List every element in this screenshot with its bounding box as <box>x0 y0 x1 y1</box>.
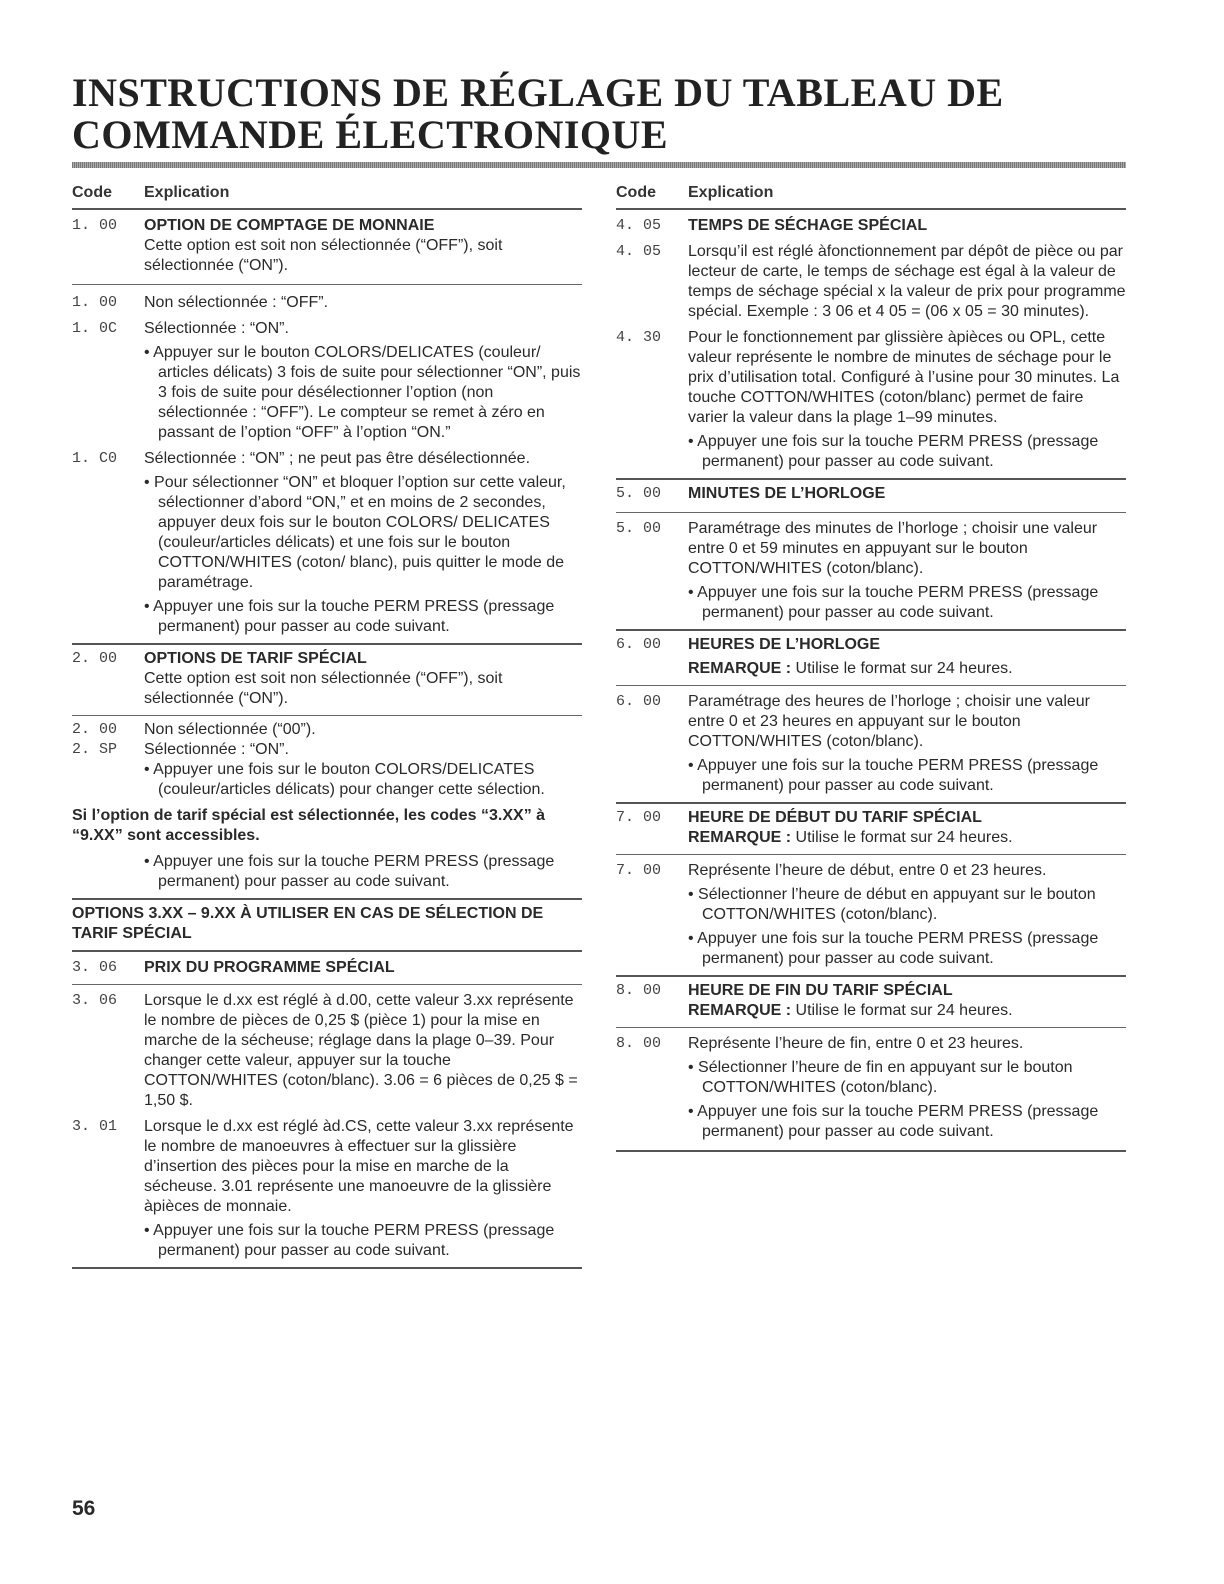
divider <box>72 1267 582 1269</box>
bullet-item: • Appuyer une fois sur la touche PERM PRESS (pressage permanent) pour passer au code suivant. <box>688 584 1099 621</box>
code-cell: 6. 00 <box>616 636 662 653</box>
bullet-item: • Appuyer une fois sur la touche PERM PRESS (pressage permanent) pour passer au code suivant. <box>688 930 1099 967</box>
table-row <box>72 293 582 313</box>
table-row <box>616 1034 1126 1142</box>
divider <box>616 208 1126 210</box>
section-row <box>616 484 1126 504</box>
divider <box>616 1150 1126 1152</box>
divider <box>616 629 1126 631</box>
section-row <box>616 981 1126 1021</box>
code-cell: 1. C0 <box>72 450 118 467</box>
code-cell: 8. 00 <box>616 1035 662 1052</box>
explanation-cell: Lorsque le d.xx est réglé àd.CS, cette valeur 3.xx représente le nombre de manoeuvres à effectuer sur la glissière d’insertion des pièces pour la mise en marche de la sécheuse. 3.01 représente une manoeuvre de la glissière àpièces de monnaie. <box>144 1118 574 1215</box>
table-row <box>616 328 1126 472</box>
explanation-cell: Représente l’heure de début, entre 0 et 23 heures. <box>688 862 1047 879</box>
table-row <box>616 242 1126 322</box>
section-title: HEURES DE L’HORLOGE <box>688 636 881 653</box>
section-title: TEMPS DE SÉCHAGE SPÉCIAL <box>688 217 928 234</box>
explanation-cell: Pour le fonctionnement par glissière àpièces ou OPL, cette valeur représente le nombre de minutes de séchage pour le prix d’utilisation total. Configuré à l’usine pour 30 minutes. La touche COTTON/WHITES (coton/blanc) permet de faire varier la valeur dans la plage 1–99 minutes. <box>688 329 1120 426</box>
bullet-item: • Appuyer une fois sur la touche PERM PRESS (pressage permanent) pour passer au code suivant. <box>688 757 1099 794</box>
explanation-cell: Représente l’heure de fin, entre 0 et 23 heures. <box>688 1035 1024 1052</box>
table-row <box>616 519 1126 623</box>
explanation-cell: Lorsque le d.xx est réglé à d.00, cette valeur 3.xx représente le nombre de pièces de 0,25 $ (pièce 1) pour la mise en marche de la sécheuse; réglage dans la plage 0–39. Pour changer cette valeur, appuyer sur la touche COTTON/WHITES (coton/blanc). 3.06 = 6 pièces de 0,25 $ = 1,50 $. <box>144 992 578 1109</box>
section-row <box>616 808 1126 848</box>
bullet-item: • Appuyer une fois sur la touche PERM PRESS (pressage permanent) pour passer au code suivant. <box>144 598 555 635</box>
section-title: HEURE DE FIN DU TARIF SPÉCIAL <box>688 982 953 999</box>
explanation-cell: Sélectionnée : “ON”. <box>144 741 289 758</box>
code-cell: 5. 00 <box>616 485 662 502</box>
bullet-item: • Appuyer une fois sur la touche PERM PRESS (pressage permanent) pour passer au code suivant. <box>688 1103 1099 1140</box>
code-cell: 3. 06 <box>72 992 118 1009</box>
bullet-item: • Appuyer une fois sur la touche PERM PRESS (pressage permanent) pour passer au code suivant. <box>144 853 555 890</box>
section-text: Cette option est soit non sélectionnée (“OFF”), soit sélectionnée (“ON”). <box>144 670 503 707</box>
divider <box>616 854 1126 855</box>
section-title: OPTION DE COMPTAGE DE MONNAIE <box>144 217 435 234</box>
section-row <box>72 216 582 276</box>
divider <box>72 984 582 985</box>
bullet-item: • Appuyer une fois sur la touche PERM PRESS (pressage permanent) pour passer au code suivant. <box>144 1222 555 1259</box>
code-cell: 5. 00 <box>616 520 662 537</box>
code-cell: 3. 01 <box>72 1118 118 1135</box>
table-row <box>72 848 582 892</box>
remark <box>688 828 1126 848</box>
divider <box>616 975 1126 977</box>
code-cell: 7. 00 <box>616 809 662 826</box>
code-header: Code <box>616 184 656 201</box>
explanation-cell: Sélectionnée : “ON” ; ne peut pas être désélectionnée. <box>144 450 531 467</box>
section-title: PRIX DU PROGRAMME SPÉCIAL <box>144 959 395 976</box>
divider <box>616 512 1126 513</box>
bullet-item: • Sélectionner l’heure de début en appuyant sur le bouton COTTON/WHITES (coton/blanc). <box>688 886 1096 923</box>
divider <box>616 1027 1126 1028</box>
code-cell: 4. 05 <box>616 243 662 260</box>
code-cell: 1. 00 <box>72 217 118 234</box>
section-title: OPTIONS DE TARIF SPÉCIAL <box>144 650 367 667</box>
remark <box>688 659 1126 679</box>
table-row <box>616 861 1126 969</box>
section-row <box>72 958 582 978</box>
special-rate-note: Si l’option de tarif spécial est sélectionnée, les codes “3.XX” à “9.XX” sont accessibles. <box>72 807 546 844</box>
table-row <box>72 720 582 740</box>
divider <box>72 208 582 210</box>
explanation-cell: Sélectionnée : “ON”. <box>144 320 289 337</box>
code-cell: 1. 0C <box>72 320 118 337</box>
divider <box>616 478 1126 480</box>
remark <box>688 1001 1126 1021</box>
left-column <box>72 176 582 1269</box>
explication-header: Explication <box>688 184 774 201</box>
code-cell: 4. 30 <box>616 329 662 346</box>
code-cell: 4. 05 <box>616 217 662 234</box>
explanation-cell: Lorsqu’il est réglé àfonctionnement par dépôt de pièce ou par lecteur de carte, le temps de séchage est égal à la valeur de temps de séchage spécial x la valeur de prix pour programme spécial. Exemple : 3 06 et 4 05 = (06 x 05 = 30 minutes). <box>688 243 1126 320</box>
bullet-item: • Sélectionner l’heure de fin en appuyant sur le bouton COTTON/WHITES (coton/blanc). <box>688 1059 1073 1096</box>
code-cell: 2. SP <box>72 741 118 758</box>
explanation-cell: Non sélectionnée (“00”). <box>144 721 316 738</box>
code-cell: 3. 06 <box>72 959 118 976</box>
remark-text: Utilise le format sur 24 heures. <box>791 660 1013 677</box>
divider <box>72 284 582 285</box>
remark-label: REMARQUE : <box>688 1002 792 1019</box>
divider <box>72 950 582 952</box>
code-cell: 1. 00 <box>72 294 118 311</box>
section-title: HEURE DE DÉBUT DU TARIF SPÉCIAL <box>688 809 982 826</box>
page-number: 56 <box>72 1497 96 1520</box>
bullet-item: • Appuyer sur le bouton COLORS/DELICATES (couleur/ articles délicats) 3 fois de suite pour sélectionner “ON”, puis 3 fois de suite pour désélectionner l’option (non sélectionnée : “OFF”). Le compteur se remet à zéro en passant de l’option “OFF” à l’option “ON.” <box>144 344 581 441</box>
bullet-item: • Pour sélectionner “ON” et bloquer l’option sur cette valeur, sélectionner d’abord “ON,” et en moins de 2 secondes, appuyer deux fois sur le bouton COLORS/ DELICATES (couleur/articles délicats) et une fois sur le bouton COTTON/WHITES (coton/ blanc), puis quitter le mode de paramétrage. <box>144 474 566 591</box>
code-cell: 7. 00 <box>616 862 662 879</box>
explanation-cell: Paramétrage des heures de l’horloge ; choisir une valeur entre 0 et 23 heures en appuyant sur le bouton COTTON/WHITES (coton/blanc). <box>688 693 1091 750</box>
right-column <box>616 176 1126 1152</box>
page-title: INSTRUCTIONS DE RÉGLAGE DU TABLEAU DE COMMANDE ÉLECTRONIQUE <box>72 70 1004 157</box>
section-row <box>616 635 1126 679</box>
bullet-item: • Appuyer une fois sur la touche PERM PRESS (pressage permanent) pour passer au code suivant. <box>688 433 1099 470</box>
remark-text: Utilise le format sur 24 heures. <box>791 829 1013 846</box>
bullet-item: • Appuyer une fois sur le bouton COLORS/DELICATES (couleur/articles délicats) pour changer cette sélection. <box>144 761 545 798</box>
divider <box>72 643 582 645</box>
code-cell: 2. 00 <box>72 721 118 738</box>
table-row <box>72 1117 582 1261</box>
table-header <box>72 176 582 202</box>
options-header: OPTIONS 3.XX – 9.XX À UTILISER EN CAS DE SÉLECTION DE TARIF SPÉCIAL <box>72 905 544 942</box>
explanation-cell: Non sélectionnée : “OFF”. <box>144 294 329 311</box>
table-row <box>72 449 582 637</box>
table-row <box>72 991 582 1111</box>
explication-header: Explication <box>144 184 230 201</box>
section-title: MINUTES DE L’HORLOGE <box>688 485 886 502</box>
table-header <box>616 176 1126 202</box>
title-divider <box>72 162 1126 168</box>
remark-label: REMARQUE : <box>688 829 792 846</box>
table-row <box>72 319 582 443</box>
divider <box>72 898 582 900</box>
divider <box>616 685 1126 686</box>
table-row <box>616 692 1126 796</box>
remark-text: Utilise le format sur 24 heures. <box>791 1002 1013 1019</box>
code-cell: 2. 00 <box>72 650 118 667</box>
section-text: Cette option est soit non sélectionnée (“OFF”), soit sélectionnée (“ON”). <box>144 237 503 274</box>
remark-label: REMARQUE : <box>688 660 792 677</box>
code-header: Code <box>72 184 112 201</box>
section-row <box>72 649 582 709</box>
explanation-cell: Paramétrage des minutes de l’horloge ; choisir une valeur entre 0 et 59 minutes en appuyant sur le bouton COTTON/WHITES (coton/blanc). <box>688 520 1098 577</box>
divider <box>616 802 1126 804</box>
code-cell: 6. 00 <box>616 693 662 710</box>
code-cell: 8. 00 <box>616 982 662 999</box>
divider <box>72 715 582 716</box>
section-row <box>616 216 1126 236</box>
table-row <box>72 740 582 800</box>
